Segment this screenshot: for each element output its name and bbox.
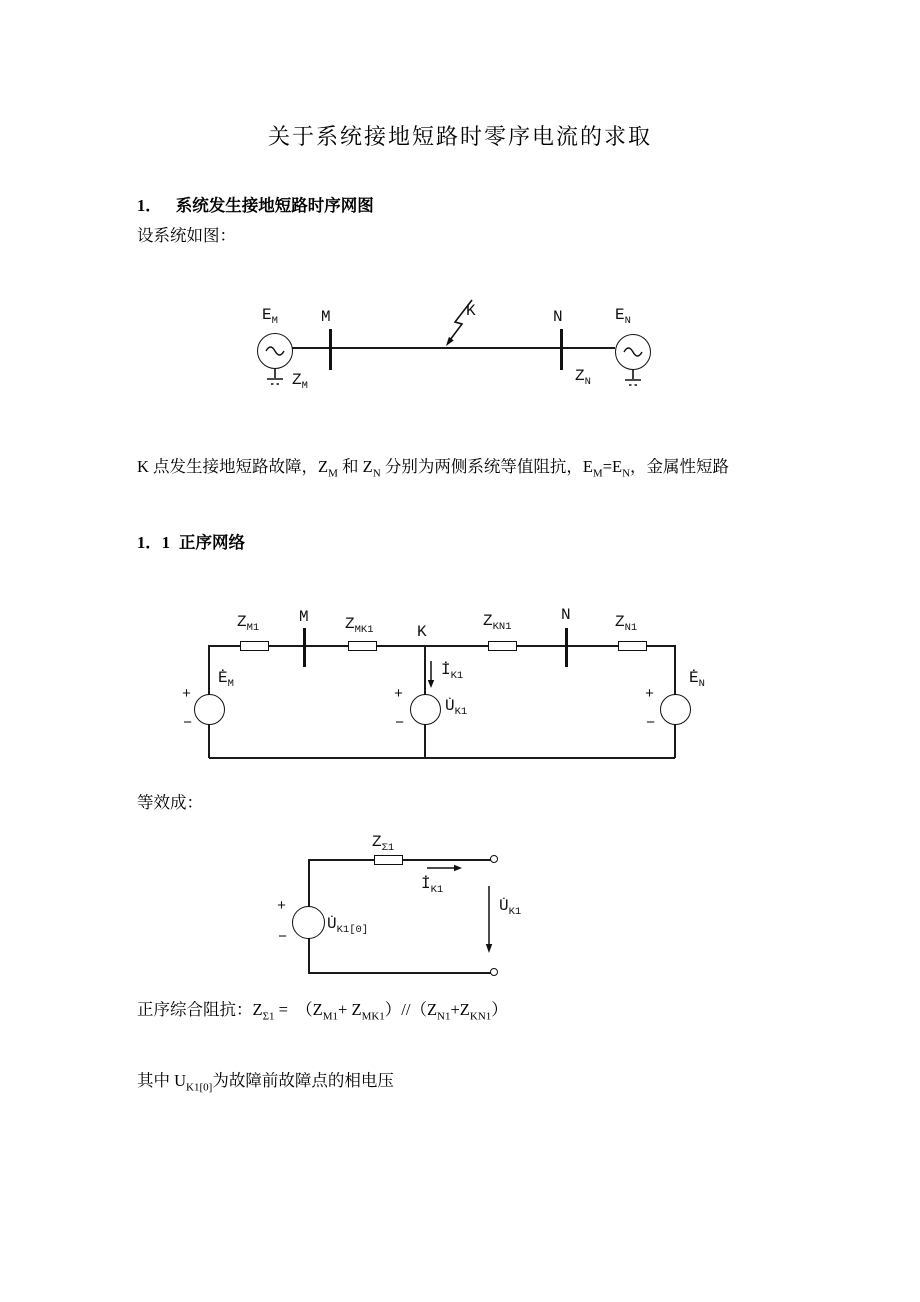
plus-sign: +: [182, 686, 192, 703]
page-title: 关于系统接地短路时零序电流的求取: [267, 124, 652, 149]
label-bus-n: N: [561, 606, 571, 624]
impedance-z-sigma1: [374, 855, 403, 865]
section-heading-1-1-text: 正序网络: [179, 533, 245, 552]
label-bus-m: M: [299, 608, 309, 626]
label-fault-k: K: [466, 302, 476, 320]
label-z-kn1: $Z_{KN1}$: [483, 612, 512, 634]
impedance-z-m1: [240, 641, 269, 651]
label-u-k1-0: $U̇_{K1[0]}$: [327, 915, 369, 937]
busbar-n: [560, 329, 563, 370]
impedance-z-kn1: [488, 641, 517, 651]
section-heading-1: [137, 192, 374, 216]
paragraph-fault-description: K 点发生接地短路故障，$Z_M$ 和 $Z_N$ 分别为两侧系统等值阻抗，$E_M=E_N$，金属性短路: [137, 457, 730, 480]
wire: [424, 723, 426, 758]
label-bus-m: M: [321, 308, 331, 326]
wire: [208, 723, 210, 758]
current-arrow-down-icon: [425, 661, 437, 689]
current-arrow-right-icon: [427, 862, 463, 874]
section-heading-1-1: [137, 529, 245, 553]
terminal-bottom: [490, 968, 498, 976]
wire: [308, 938, 310, 974]
minus-sign: −: [395, 715, 405, 732]
wire: [674, 645, 676, 695]
busbar-n: [565, 628, 568, 667]
generator-right-icon: [615, 334, 651, 370]
paragraph-formula: 正序综合阻抗：$Z_{\Sigma 1} = (Z_{M1}+ Z_{MK1})//(Z_{N1}+Z_{KN1})$: [137, 1000, 508, 1023]
label-u-k1: $U̇_{K1}$: [445, 697, 468, 719]
sine-wave-icon: [264, 345, 286, 357]
section-heading-1-1-number: 1．1: [137, 533, 170, 552]
impedance-z-n1: [618, 641, 647, 651]
ground-icon: [265, 368, 285, 390]
source-e-m-icon: [194, 694, 225, 725]
label-z-sigma1: $Z_{\Sigma 1}$: [372, 833, 395, 855]
label-z-m: $Z_M$: [292, 371, 308, 393]
wire: [209, 645, 675, 647]
source-u-k1-icon: [410, 694, 441, 725]
wire: [209, 757, 675, 759]
label-u-k1: $U̇_{K1}$: [499, 897, 522, 919]
label-z-mk1: $Z_{MK1}$: [345, 615, 374, 637]
label-z-n: $Z_N$: [575, 367, 591, 389]
wire: [674, 723, 676, 758]
section-heading-1-number: 1．: [137, 196, 162, 215]
wire: [208, 645, 210, 695]
wire: [308, 972, 491, 974]
busbar-m: [329, 329, 332, 370]
label-z-n1: $Z_{N1}$: [615, 613, 638, 635]
busbar-m: [303, 628, 306, 667]
wire: [308, 859, 310, 907]
label-i-k1: $İ_{K1}$: [421, 875, 444, 897]
plus-sign: +: [394, 686, 404, 703]
minus-sign: −: [183, 715, 193, 732]
minus-sign: −: [278, 929, 288, 946]
source-u-k1-0-icon: [292, 906, 325, 939]
section-heading-1-text: 系统发生接地短路时序网图: [175, 196, 374, 215]
paragraph-note: 其中 $U_{K1[0]}$为故障前故障点的相电压: [137, 1071, 394, 1094]
label-e-n: $E_N$: [615, 306, 631, 328]
label-e-m-phasor: $Ė_M$: [218, 669, 234, 691]
label-i-k1: $İ_{K1}$: [441, 661, 464, 683]
label-bus-n: N: [553, 308, 563, 326]
source-e-n-icon: [660, 694, 691, 725]
paragraph-equivalent: 等效成：: [137, 793, 203, 812]
voltage-arrow-down-icon: [483, 886, 495, 954]
label-e-m: $E_M$: [262, 306, 278, 328]
generator-left-icon: [257, 333, 293, 369]
paragraph-intro: 设系统如图：: [137, 226, 236, 245]
plus-sign: +: [645, 686, 655, 703]
sine-wave-icon: [622, 346, 644, 358]
label-node-k: K: [417, 623, 427, 641]
terminal-top: [490, 855, 498, 863]
impedance-z-mk1: [348, 641, 377, 651]
plus-sign: +: [277, 898, 287, 915]
label-z-m1: $Z_{M1}$: [237, 613, 260, 635]
label-e-n-phasor: $Ė_N$: [689, 669, 705, 691]
ground-icon: [623, 369, 643, 391]
minus-sign: −: [646, 715, 656, 732]
